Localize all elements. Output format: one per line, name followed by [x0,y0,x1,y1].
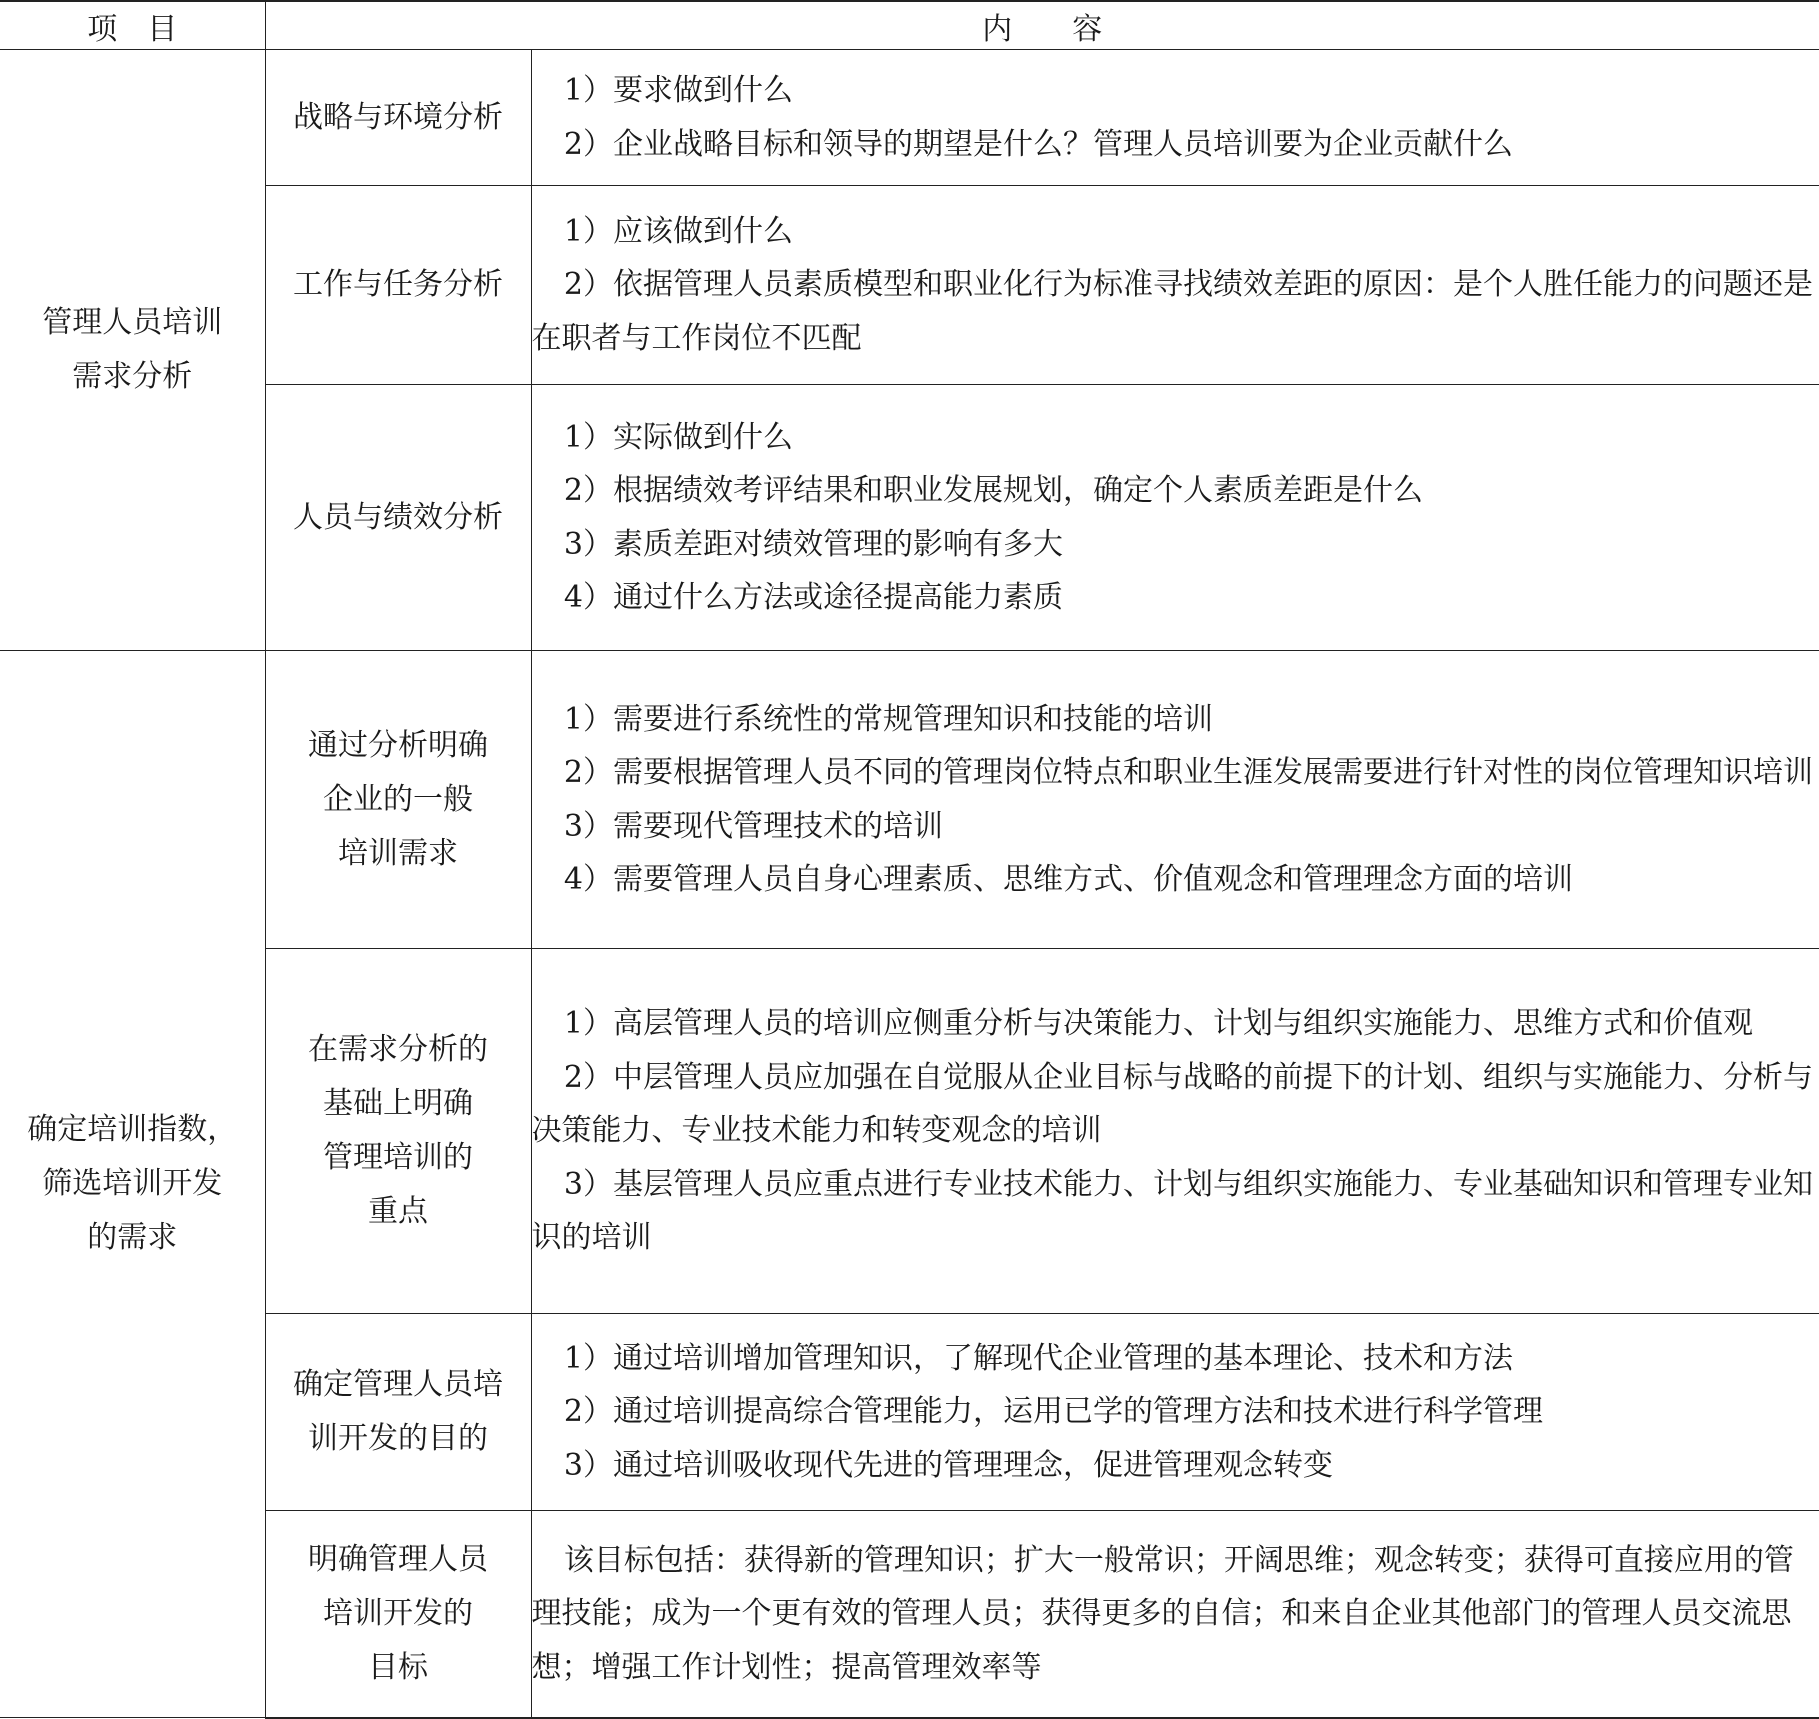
sub-text: 培训需求 [266,827,531,881]
content-line: 2）企业战略目标和领导的期望是什么？管理人员培训要为企业贡献什么 [532,118,1819,172]
content-line: 该目标包括：获得新的管理知识；扩大一般常识；开阔思维；观念转变；获得可直接应用的管理技能；成为一个更有效的管理人员；获得更多的自信；和来自企业其他部门的管理人员交流思想；增强工作计划性；提高管理效率等 [532,1534,1819,1695]
content-cell [531,186,1819,385]
content-line: 2）根据绩效考评结果和职业发展规划，确定个人素质差距是什么 [532,464,1819,518]
sub-text: 确定管理人员培 [266,1358,531,1412]
item-text: 的需求 [0,1211,265,1265]
sub-text: 通过分析明确 [266,719,531,773]
sub-text: 重点 [266,1185,531,1239]
sub-cell [265,385,531,651]
content-line: 2）需要根据管理人员不同的管理岗位特点和职业生涯发展需要进行针对性的岗位管理知识培训 [532,746,1819,800]
sub-cell [265,1511,531,1718]
item-cell-needs-analysis [0,50,265,651]
sub-text: 人员与绩效分析 [266,491,531,545]
content-line: 3）通过培训吸收现代先进的管理理念，促进管理观念转变 [532,1439,1819,1493]
sub-cell [265,949,531,1314]
sub-cell [265,186,531,385]
table-row [0,186,1819,385]
sub-text: 企业的一般 [266,773,531,827]
content-line: 1）高层管理人员的培训应侧重分析与决策能力、计划与组织实施能力、思维方式和价值观 [532,997,1819,1051]
content-line: 1）通过培训增加管理知识，了解现代企业管理的基本理论、技术和方法 [532,1332,1819,1386]
item-cell-determine-needs [0,651,265,1718]
content-line: 3）需要现代管理技术的培训 [532,800,1819,854]
item-text: 确定培训指数， [0,1103,265,1157]
sub-text: 在需求分析的 [266,1023,531,1077]
table-row [0,949,1819,1314]
item-text: 需求分析 [0,350,265,404]
header-row [0,1,1819,50]
content-cell [531,949,1819,1314]
content-line: 3）素质差距对绩效管理的影响有多大 [532,518,1819,572]
sub-text: 工作与任务分析 [266,258,531,312]
item-text: 筛选培训开发 [0,1157,265,1211]
item-text: 管理人员培训 [0,296,265,350]
content-cell [531,1511,1819,1718]
table-row [0,651,1819,949]
content-line: 1）需要进行系统性的常规管理知识和技能的培训 [532,693,1819,747]
sub-text: 训开发的目的 [266,1412,531,1466]
content-cell [531,50,1819,186]
content-cell [531,1314,1819,1511]
content-line: 2）通过培训提高综合管理能力，运用已学的管理方法和技术进行科学管理 [532,1385,1819,1439]
sub-text: 战略与环境分析 [266,91,531,145]
sub-text: 明确管理人员 [266,1533,531,1587]
content-line: 1）应该做到什么 [532,205,1819,259]
sub-cell [265,651,531,949]
table-row [0,1511,1819,1718]
sub-text: 基础上明确 [266,1077,531,1131]
content-line: 2）依据管理人员素质模型和职业化行为标准寻找绩效差距的原因：是个人胜任能力的问题还是在职者与工作岗位不匹配 [532,258,1819,365]
sub-text: 培训开发的 [266,1587,531,1641]
header-item: 项 目 [0,1,265,50]
sub-text: 管理培训的 [266,1131,531,1185]
sub-cell [265,1314,531,1511]
sub-text: 目标 [266,1641,531,1695]
table-row [0,1314,1819,1511]
header-content: 内 容 [265,1,1819,50]
content-line: 4）通过什么方法或途径提高能力素质 [532,571,1819,625]
content-line: 3）基层管理人员应重点进行专业技术能力、计划与组织实施能力、专业基础知识和管理专业知识的培训 [532,1158,1819,1265]
content-line: 2）中层管理人员应加强在自觉服从企业目标与战略的前提下的计划、组织与实施能力、分析与决策能力、专业技术能力和转变观念的培训 [532,1051,1819,1158]
table-row [0,50,1819,186]
content-line: 4）需要管理人员自身心理素质、思维方式、价值观念和管理理念方面的培训 [532,853,1819,907]
sub-cell [265,50,531,186]
content-cell [531,385,1819,651]
content-line: 1）要求做到什么 [532,64,1819,118]
content-cell [531,651,1819,949]
table-row [0,385,1819,651]
content-line: 1）实际做到什么 [532,411,1819,465]
